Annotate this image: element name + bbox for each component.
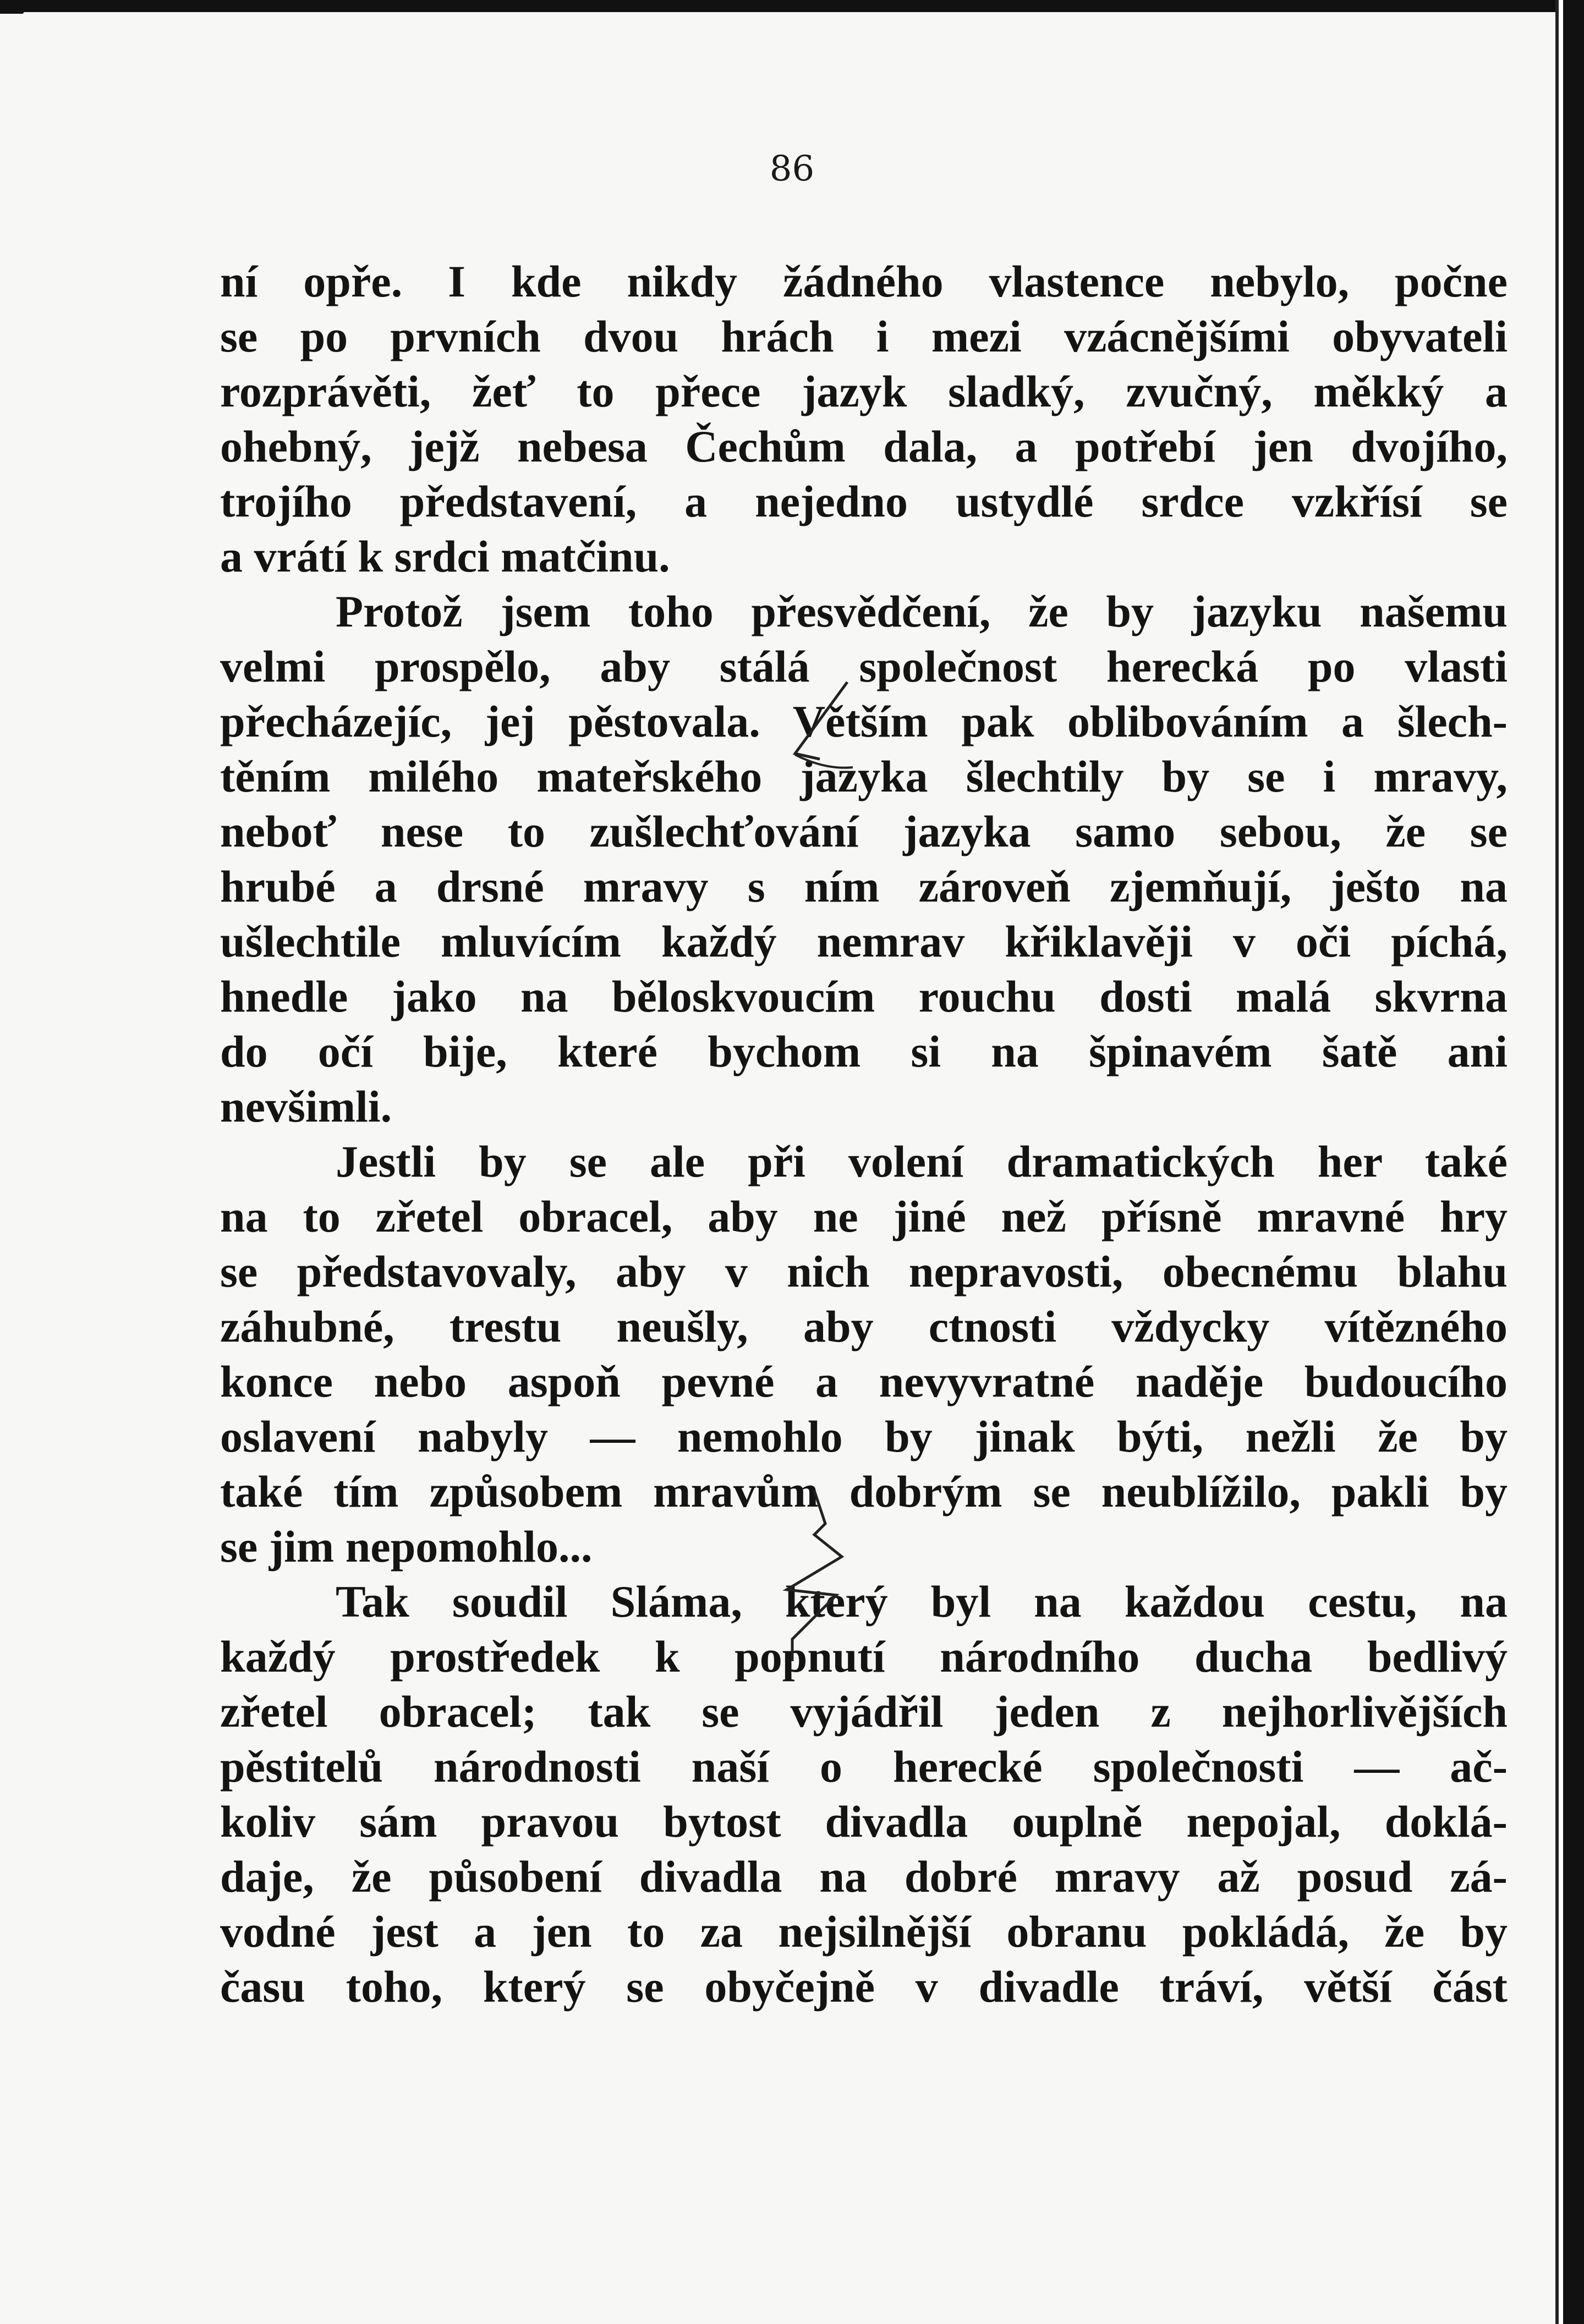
text-line: pěstitelů národnosti naší o herecké společnosti — ač-: [220, 1741, 1508, 1792]
scan-right-gap: [1559, 0, 1563, 2324]
text-line: daje, že působení divadla na dobré mravy až posud zá-: [220, 1851, 1508, 1902]
text-line: se jim nepomohlo...: [220, 1521, 593, 1572]
text-line: také tím způsobem mravům dobrým se neublížilo, pakli by: [220, 1466, 1508, 1517]
text-line: Tak soudil Sláma, který byl na každou cestu, na: [336, 1576, 1508, 1627]
text-line: konce nebo aspoň pevné a nevyvratné naděje budoucího: [220, 1356, 1508, 1407]
text-line: se po prvních dvou hrách i mezi vzácnějšími obyvateli: [220, 311, 1508, 361]
page-number: 86: [769, 149, 815, 189]
corner-mark-icon: [0, 0, 33, 33]
text-line: vodné jest a jen to za nejsilnější obranu pokládá, že by: [220, 1907, 1508, 1957]
text-line: hrubé a drsné mravy s ním zároveň zjemňují, ješto na: [220, 861, 1508, 911]
text-line: Jestli by se ale při volení dramatických her také: [336, 1136, 1508, 1186]
text-line: záhubné, trestu neušly, aby ctnosti vždycky vítězného: [220, 1301, 1508, 1351]
text-line: velmi prospělo, aby stálá společnost herecká po vlasti: [220, 641, 1508, 691]
text-line: ušlechtile mluvícím každý nemrav křiklavěji v oči píchá,: [220, 916, 1508, 966]
text-line: rozprávěti, žeť to přece jazyk sladký, zvučný, měkký a: [220, 366, 1508, 416]
text-line: těním milého mateřského jazyka šlechtily by se i mravy,: [220, 751, 1508, 801]
text-line: Protož jsem toho přesvědčení, že by jazyku našemu: [336, 586, 1508, 636]
text-line: na to zřetel obracel, aby ne jiné než přísně mravné hry: [220, 1191, 1508, 1241]
text-line: oslavení nabyly — nemohlo by jinak býti, nežli že by: [220, 1411, 1508, 1462]
text-line: neboť nese to zušlechťování jazyka samo sebou, že se: [220, 806, 1508, 856]
text-line: nevšimli.: [220, 1081, 392, 1131]
scan-right-edge: [1563, 0, 1584, 2324]
text-line: každý prostředek k popnutí národního ducha bedlivý: [220, 1631, 1508, 1682]
body-text: [220, 254, 1508, 2014]
text-line: hnedle jako na běloskvoucím rouchu dosti malá skvrna: [220, 971, 1508, 1021]
scan-top-edge: [0, 0, 1584, 12]
text-line: času toho, který se obyčejně v divadle tráví, větší část: [220, 1962, 1508, 2012]
text-line: ní opře. I kde nikdy žádného vlastence nebylo, počne: [220, 256, 1508, 306]
text-line: se představovaly, aby v nich nepravosti, obecnému blahu: [220, 1246, 1508, 1296]
text-line: do očí bije, které bychom si na špinavém šatě ani: [220, 1026, 1508, 1076]
text-line: ohebný, jejž nebesa Čechům dala, a potřebí jen dvojího,: [220, 421, 1508, 471]
text-line: koliv sám pravou bytost divadla ouplně nepojal, doklá-: [220, 1796, 1508, 1847]
text-line: trojího představení, a nejedno ustydlé srdce vzkřísí se: [220, 476, 1508, 526]
text-line: a vrátí k srdci matčinu.: [220, 531, 670, 581]
text-line: zřetel obracel; tak se vyjádřil jeden z nejhorlivějších: [220, 1686, 1508, 1737]
text-line: přecházejíc, jej pěstovala. Větším pak oblibováním a šlech-: [220, 696, 1508, 746]
